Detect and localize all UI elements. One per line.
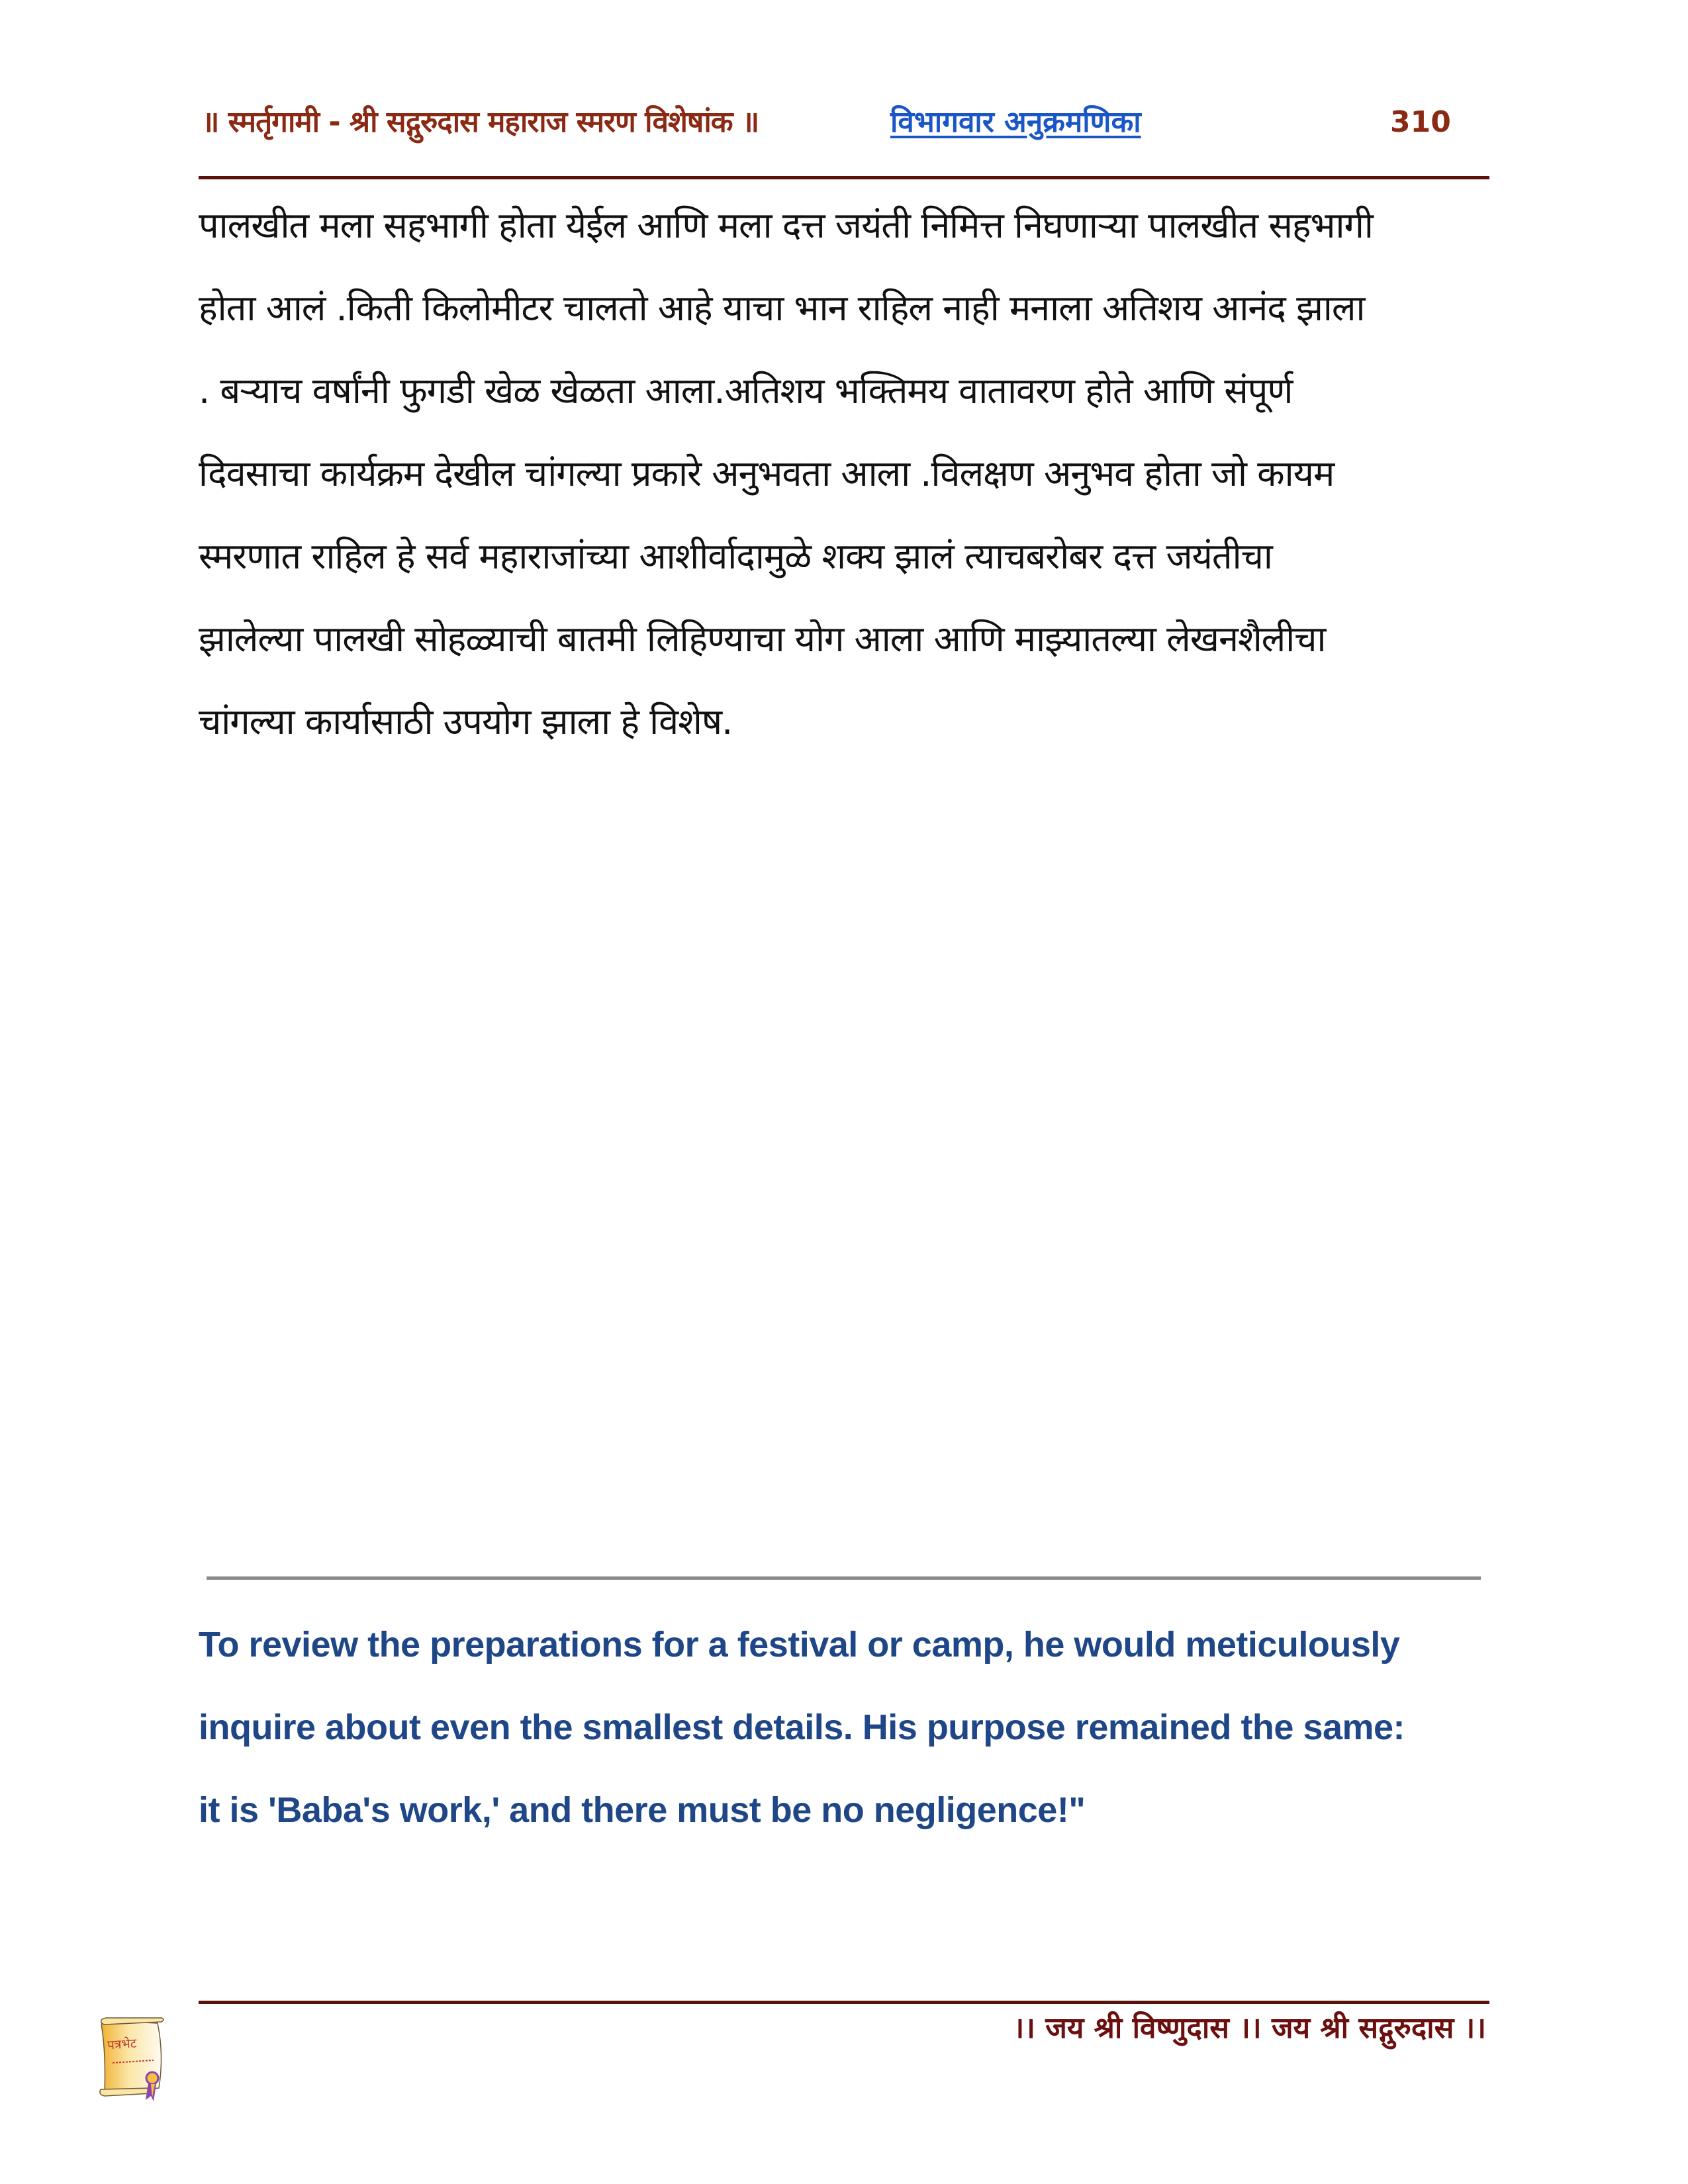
marathi-body [199,184,1496,763]
body-line: झालेल्या पालखी सोहळ्याची बातमी लिहिण्याचा योग आला आणि माझ्यातल्या लेखनशैलीचा [199,618,1326,660]
body-line: पालखीत मला सहभागी होता येईल आणि मला दत्त जयंती निमित्त निघणाऱ्या पालखीत सहभागी [199,205,1373,246]
english-quote [199,1604,1496,1852]
quote-line: inquire about even the smallest details. His purpose remained the same: [199,1707,1405,1747]
quote-line: it is 'Baba's work,' and there must be no negligence!" [199,1790,1086,1830]
body-line: दिवसाचा कार्यक्रम देखील चांगल्या प्रकारे अनुभवता आला .विलक्षण अनुभव होता जो कायम [199,453,1335,494]
body-line: . बऱ्याच वर्षांनी फुगडी खेळ खेळता आला.अतिशय भक्तिमय वातावरण होते आणि संपूर्ण [199,370,1293,412]
header-rule [199,176,1489,179]
quote-divider [207,1576,1481,1580]
scroll-ribbon-icon [93,2015,172,2105]
body-line: चांगल्या कार्यासाठी उपयोग झाला हे विशेष. [199,701,733,743]
section-index-link[interactable]: विभागवार अनुक्रमणिका [890,105,1141,139]
page-header [199,99,1489,146]
publication-title: ॥ स्मर्तृगामी - श्री सद्गुरुदास महाराज स्मरण विशेषांक ॥ [202,105,759,139]
logo-label: पत्रभेट [107,2036,138,2053]
body-line: स्मरणात राहिल हे सर्व महाराजांच्या आशीर्वादामुळे शक्य झालं त्याचबरोबर दत्त जयंतीचा [199,535,1272,577]
footer-blessing: ।। जय श्री विष्णुदास ।। जय श्री सद्गुरुदास ।। [1013,2011,1486,2045]
body-line: होता आलं .किती किलोमीटर चालतो आहे याचा भान राहिल नाही मनाला अतिशय आनंद झाला [199,287,1365,329]
footer-rule [199,2001,1489,2004]
patrabhet-logo [93,2015,172,2105]
page-number: 310 [1390,105,1451,139]
quote-line: To review the preparations for a festival or camp, he would meticulously [199,1625,1400,1664]
